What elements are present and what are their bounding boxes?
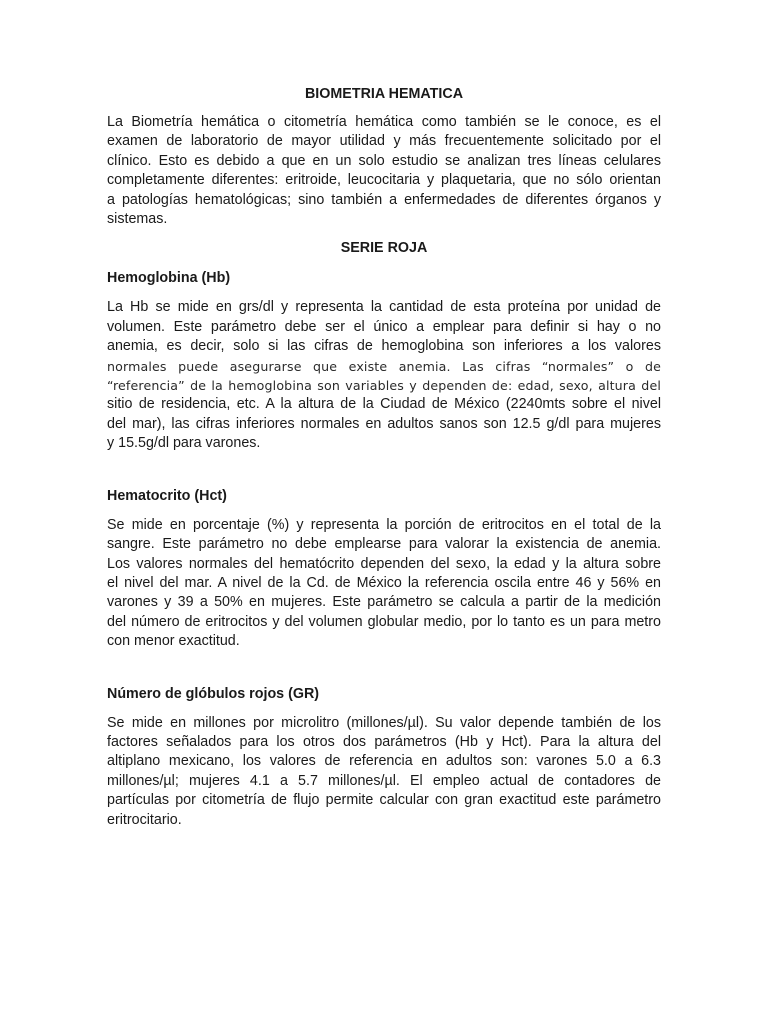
subheading-hemoglobina: Hemoglobina (Hb) <box>107 270 231 287</box>
globulos-rojos-paragraph <box>107 714 661 830</box>
text-line: varones y 39 a 50% en mujeres. Este parámetro se calcula a partir de la medición <box>107 594 661 611</box>
text-line: altiplano mexicano, los valores de referencia en adultos son: varones 5.0 a 6.3 <box>107 753 661 770</box>
text-line: con menor exactitud. <box>107 633 240 650</box>
text-line: el nivel del mar. A nivel de la Cd. de México la referencia oscila entre 46 y 56% en <box>107 574 661 591</box>
text-line: sistemas. <box>107 211 168 228</box>
text-line: sitio de residencia, etc. A la altura de la Ciudad de México (2240mts sobre el nivel <box>107 396 661 413</box>
text-line: normales puede asegurarse que existe anemia. Las cifras “normales” o de <box>107 358 661 374</box>
section-heading: SERIE ROJA <box>340 240 428 257</box>
subheading-globulos-rojos: Número de glóbulos rojos (GR) <box>107 685 320 702</box>
text-line: millones/µl; mujeres 4.1 a 5.7 millones/µl. El empleo actual de contadores de <box>107 772 661 789</box>
text-line: anemia, es decir, solo si las cifras de hemoglobina son inferiores a los valores <box>107 338 661 355</box>
subheading-hematocrito: Hematocrito (Hct) <box>107 487 227 504</box>
text-line: La Hb se mide en grs/dl y representa la cantidad de esta proteína por unidad de <box>107 299 661 316</box>
text-line: “referencia” de la hemoglobina son variables y dependen de: edad, sexo, altura del <box>107 378 661 394</box>
text-line: a patologías hematológicas; sino también a enfermedades de diferentes órganos y <box>107 191 661 208</box>
text-line: sangre. Este parámetro no debe emplearse para valorar la existencia de anemia. <box>107 536 661 553</box>
text-line: del número de eritrocitos y del volumen globular medio, por lo tanto es un para metro <box>107 613 661 630</box>
text-line: factores señalados para los otros dos parámetros (Hb y Hct). Para la altura del <box>107 733 661 750</box>
text-line: La Biometría hemática o citometría hemática como también se le conoce, es el <box>107 114 661 130</box>
document-body <box>107 84 661 830</box>
intro-paragraph <box>107 113 661 229</box>
hematocrito-paragraph <box>107 516 661 652</box>
text-line: clínico. Esto es debido a que en un solo estudio se analizan tres líneas celulares <box>107 152 661 169</box>
text-line: Se mide en millones por microlitro (millones/µl). Su valor depende también de los <box>107 714 661 731</box>
text-line: eritrocitario. <box>107 811 182 828</box>
text-line: y 15.5g/dl para varones. <box>107 435 261 452</box>
text-line: Los valores normales del hematócrito dependen del sexo, la edad y la altura sobre <box>107 555 661 572</box>
text-line: completamente diferentes: eritroide, leucocitaria y plaquetaria, que no sólo orientan <box>107 172 661 189</box>
document-title: BIOMETRIA HEMATICA <box>304 86 464 102</box>
text-line: volumen. Este parámetro debe ser el único a emplear para definir si hay o no <box>107 318 661 335</box>
text-line: partículas por citometría de flujo permite calcular con gran exactitud este parámetro <box>107 792 661 809</box>
text-line: del mar), las cifras inferiores normales en adultos sanos son 12.5 g/dl para mujeres <box>107 415 661 432</box>
text-line: Se mide en porcentaje (%) y representa la porción de eritrocitos en el total de la <box>107 516 661 533</box>
text-line: examen de laboratorio de mayor utilidad y más frecuentemente solicitado por el <box>107 133 661 150</box>
hemoglobina-paragraph <box>107 298 661 453</box>
